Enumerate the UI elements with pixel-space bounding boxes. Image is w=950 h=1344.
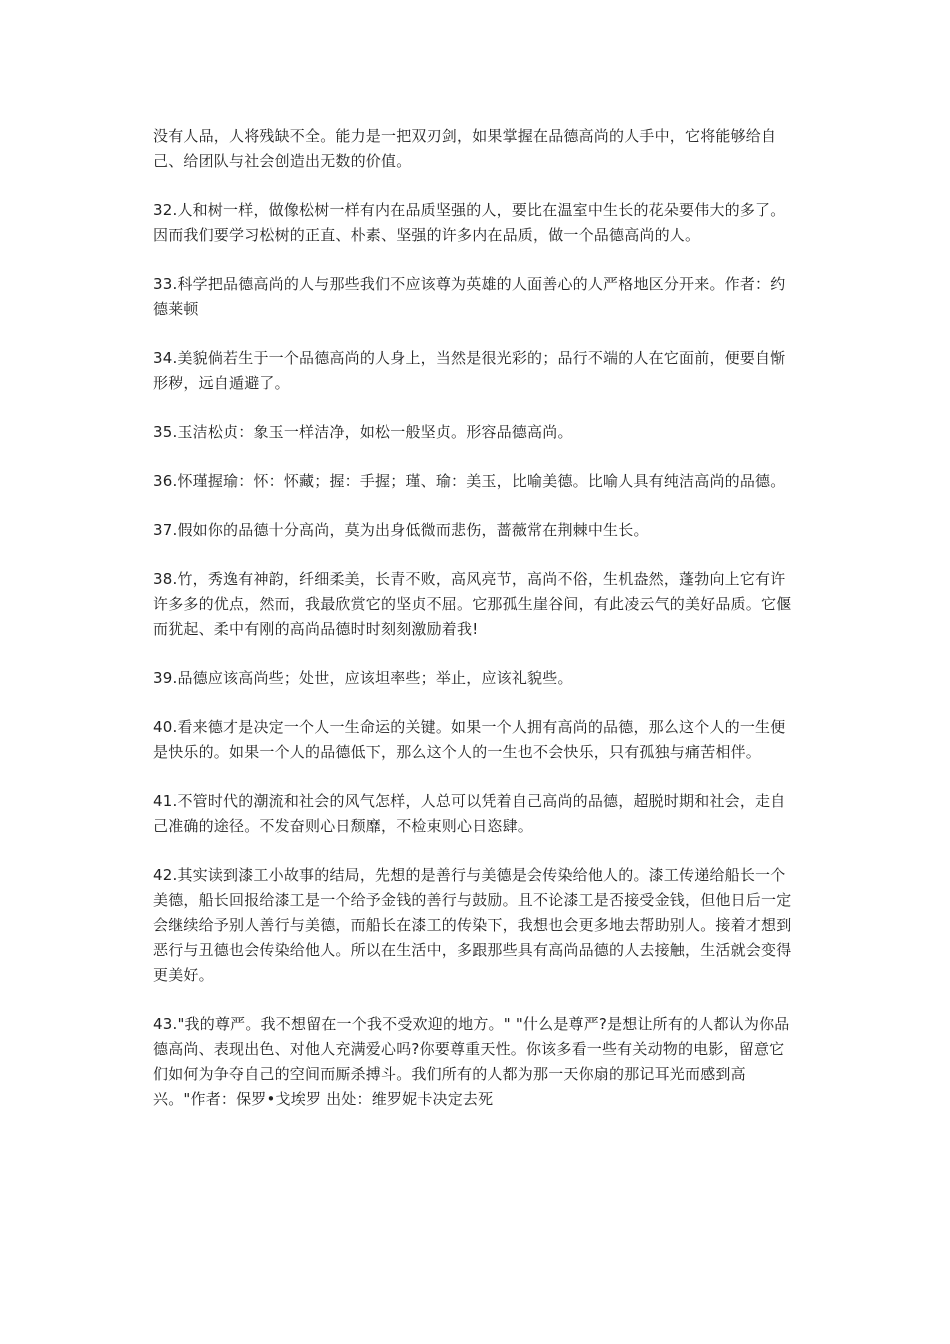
paragraph: 35.玉洁松贞：象玉一样洁净，如松一般坚贞。形容品德高尚。 [153, 423, 573, 441]
paragraph: 41.不管时代的潮流和社会的风气怎样，人总可以凭着自己高尚的品德，超脱时期和社会，走自己准确的途径。不发奋则心日颓靡，不检束则心日恣肆。 [153, 792, 786, 835]
paragraph: 33.科学把品德高尚的人与那些我们不应该尊为英雄的人面善心的人严格地区分开来。作者：约德莱顿 [153, 275, 786, 318]
paragraph: 没有人品，人将残缺不全。能力是一把双刃剑，如果掌握在品德高尚的人手中，它将能够给自己、给团队与社会创造出无数的价值。 [153, 127, 777, 170]
paragraph: 34.美貌倘若生于一个品德高尚的人身上，当然是很光彩的；品行不端的人在它面前，便要自惭形秽，远自遁避了。 [153, 349, 786, 392]
paragraph: 40.看来德才是决定一个人一生命运的关键。如果一个人拥有高尚的品德，那么这个人的一生便是快乐的。如果一个人的品德低下，那么这个人的一生也不会快乐，只有孤独与痛苦相伴。 [153, 718, 786, 761]
paragraph: 32.人和树一样，做像松树一样有内在品质坚强的人，要比在温室中生长的花朵要伟大的多了。因而我们要学习松树的正直、朴素、坚强的许多内在品质，做一个品德高尚的人。 [153, 201, 786, 244]
paragraph: 42.其实读到漆工小故事的结局，先想的是善行与美德是会传染给他人的。漆工传递给船长一个美德，船长回报给漆工是一个给予金钱的善行与鼓励。且不论漆工是否接受金钱，但他日后一定会继续给予别人善行与美德，而船长在漆工的传染下，我想也会更多地去帮助别人。接着才想到恶行与丑德也会传染给他人。所以在生活中，多跟那些具有高尚品德的人去接触，生活就会变得更美好。 [153, 866, 792, 984]
paragraph: 37.假如你的品德十分高尚，莫为出身低微而悲伤，蔷薇常在荆棘中生长。 [153, 521, 649, 539]
document-body [153, 124, 793, 1136]
paragraph: 38.竹，秀逸有神韵，纤细柔美，长青不败，高风亮节，高尚不俗，生机盎然，蓬勃向上它有许许多多的优点，然而，我最欣赏它的坚贞不屈。它那孤生崖谷间，有此凌云气的美好品质。它偃而犹起、柔中有刚的高尚品德时时刻刻激励着我! [153, 570, 792, 638]
paragraph: 43."我的尊严。我不想留在一个我不受欢迎的地方。" "什么是尊严?是想让所有的人都认为你品德高尚、表现出色、对他人充满爱心吗?你要尊重天性。你该多看一些有关动物的电影，留意它们如何为争夺自己的空间而厮杀搏斗。我们所有的人都为那一天你扇的那记耳光而感到高兴。"作者：保罗•戈埃罗 出处：维罗妮卡决定去死 [153, 1015, 790, 1108]
paragraph: 36.怀瑾握瑜：怀：怀藏；握：手握；瑾、瑜：美玉，比喻美德。比喻人具有纯洁高尚的品德。 [153, 472, 786, 490]
paragraph: 39.品德应该高尚些；处世，应该坦率些；举止，应该礼貌些。 [153, 669, 573, 687]
